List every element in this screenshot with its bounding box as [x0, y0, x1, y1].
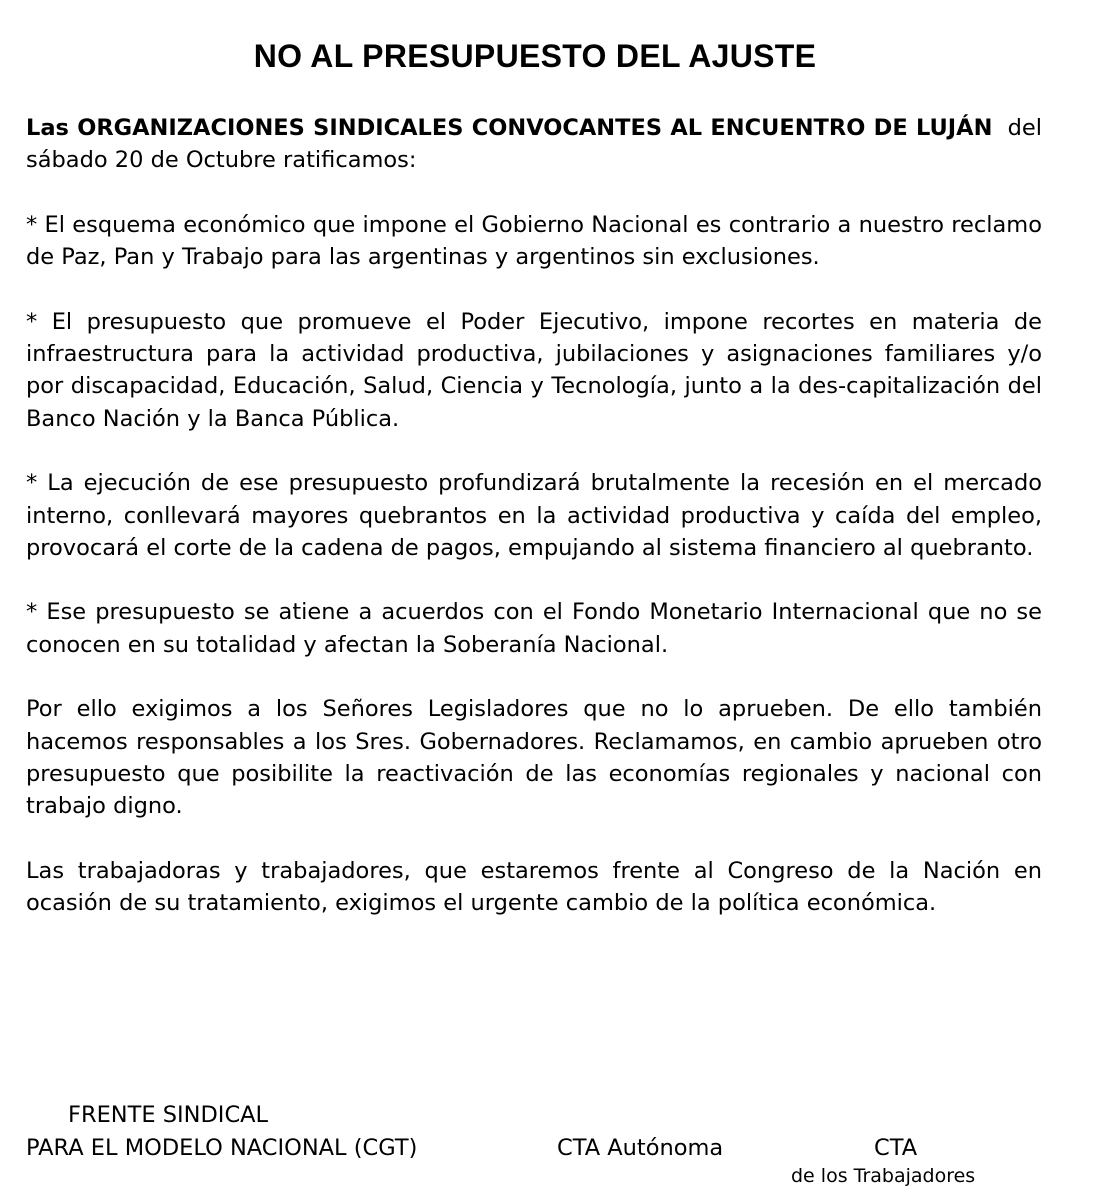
signature-frente-line2: PARA EL MODELO NACIONAL (CGT)	[26, 1135, 418, 1161]
paragraph-recession: * La ejecución de ese presupuesto profundizará brutalmente la recesión en el mercado interno, conllevará mayores quebrantos en la actividad productiva y caída del empleo, provocará el corte de la cadena de pagos, empujando al sistema financiero al quebranto.	[26, 470, 1042, 561]
signature-cta: CTA	[874, 1135, 918, 1161]
paragraph-economic-scheme: * El esquema económico que impone el Gobierno Nacional es contrario a nuestro reclamo de Paz, Pan y Trabajo para las argentinas y argentinos sin exclusiones.	[26, 211, 1042, 271]
paragraph-budget-cuts: * El presupuesto que promueve el Poder Ejecutivo, impone recortes en materia de infraestructura para la actividad productiva, jubilaciones y asignaciones familiares y/o por discapacidad, Educación, Salud, Ciencia y Tecnología, junto a la des-capitalización del Banco Nación y la Banca Pública.	[26, 308, 1042, 432]
intro-rest-text: del sábado 20 de Octubre ratificamos:	[26, 115, 1050, 174]
paragraph-imf-agreements: * Ese presupuesto se atiene a acuerdos con el Fondo Monetario Internacional que no se conocen en su totalidad y afectan la Soberanía Nacional.	[26, 599, 1042, 658]
intro-bold-text: Las ORGANIZACIONES SINDICALES CONVOCANTES AL ENCUENTRO DE LUJÁN	[26, 115, 993, 141]
signature-cta-subtitle: de los Trabajadores	[791, 1165, 976, 1187]
document-body	[26, 112, 1050, 952]
intro-paragraph	[26, 112, 1050, 177]
paragraph-demand-legislators: Por ello exigimos a los Señores Legisladores que no lo aprueben. De ello también hacemos responsables a los Sres. Gobernadores. Reclamamos, en cambio aprueben otro presupuesto que posibilite la reactivación de las economías regionales y nacional con trabajo digno.	[26, 696, 1042, 820]
signature-frente-line1: FRENTE SINDICAL	[68, 1102, 269, 1128]
signature-cta-autonoma: CTA Autónoma	[557, 1135, 724, 1161]
paragraph-workers: Las trabajadoras y trabajadores, que estaremos frente al Congreso de la Nación en ocasión de su tratamiento, exigimos el urgente cambio de la política económica.	[26, 857, 1042, 917]
document-title: NO AL PRESUPUESTO DEL AJUSTE	[253, 38, 817, 74]
